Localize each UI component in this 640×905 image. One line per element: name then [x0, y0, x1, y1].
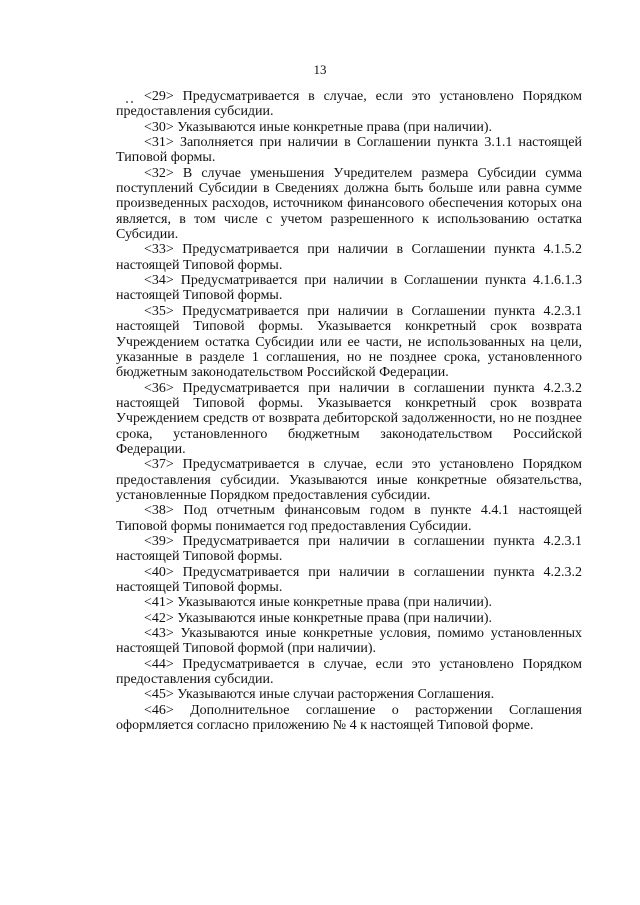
footnote-31: <31> Заполняется при наличии в Соглашении пункта 3.1.1 настоящей Типовой формы.	[116, 135, 582, 166]
footnote-35: <35> Предусматривается при наличии в Соглашении пункта 4.2.3.1 настоящей Типовой формы. Указывается конкретный срок возврата Учреждением остатка Субсидии или ее части, не использованных на цели, указанные в разделе 1 соглашения, но не позднее срока, установленного бюджетным законодательством Российской Федерации.	[116, 303, 582, 381]
footnote-29: <29> Предусматривается в случае, если это установлено Порядком предоставления субсидии.	[116, 89, 582, 120]
footnote-39: <39> Предусматривается при наличии в соглашении пункта 4.2.3.1 настоящей Типовой формы.	[116, 533, 582, 565]
footnote-46: <46> Дополнительное соглашение о расторжении Соглашения оформляется согласно приложению № 4 к настоящей Типовой форме.	[116, 702, 582, 734]
page-number: 13	[313, 62, 327, 77]
footnote-34: <34> Предусматривается при наличии в Соглашении пункта 4.1.6.1.3 настоящей Типовой формы.	[116, 273, 582, 304]
footnote-41: <41> Указываются иные конкретные права (при наличии).	[144, 595, 492, 611]
footnotes-body	[116, 89, 582, 733]
footnote-30: <30> Указываются иные конкретные права (при наличии).	[144, 119, 492, 135]
footnote-45: <45> Указываются иные случаи расторжения Соглашения.	[144, 687, 495, 703]
footnote-44: <44> Предусматривается в случае, если это установлено Порядком предоставления субсидии.	[116, 656, 582, 688]
footnote-40: <40> Предусматривается при наличии в соглашении пункта 4.2.3.2 настоящей Типовой формы.	[116, 564, 582, 595]
footnote-43: <43> Указываются иные конкретные условия, помимо установленных настоящей Типовой формой (при наличии).	[116, 626, 582, 657]
footnote-37: <37> Предусматривается в случае, если это установлено Порядком предоставления субсидии. Указываются иные конкретные обязательства, установленные Порядком предоставления субсидии.	[116, 457, 582, 503]
footnote-33: <33> Предусматривается при наличии в Соглашении пункта 4.1.5.2 настоящей Типовой формы.	[116, 242, 582, 273]
footnote-36: <36> Предусматривается при наличии в соглашении пункта 4.2.3.2 настоящей Типовой формы. Указывается конкретный срок возврата Учреждением средств от возврата дебиторской задолженности, но не позднее срока, установленного бюджетным законодательством Российской Федерации.	[116, 380, 582, 457]
footnote-32: <32> В случае уменьшения Учредителем размера Субсидии сумма поступлений Субсидии в Сведениях должна быть больше или равна сумме произведенных расходов, источником финансового обеспечения которых она является, в том числе с учетом разрешенного к использованию остатка Субсидии.	[116, 165, 582, 243]
footnote-38: <38> Под отчетным финансовым годом в пункте 4.4.1 настоящей Типовой формы понимается год предоставления Субсидии.	[116, 503, 582, 534]
footnote-42: <42> Указываются иные конкретные права (при наличии).	[144, 610, 492, 626]
